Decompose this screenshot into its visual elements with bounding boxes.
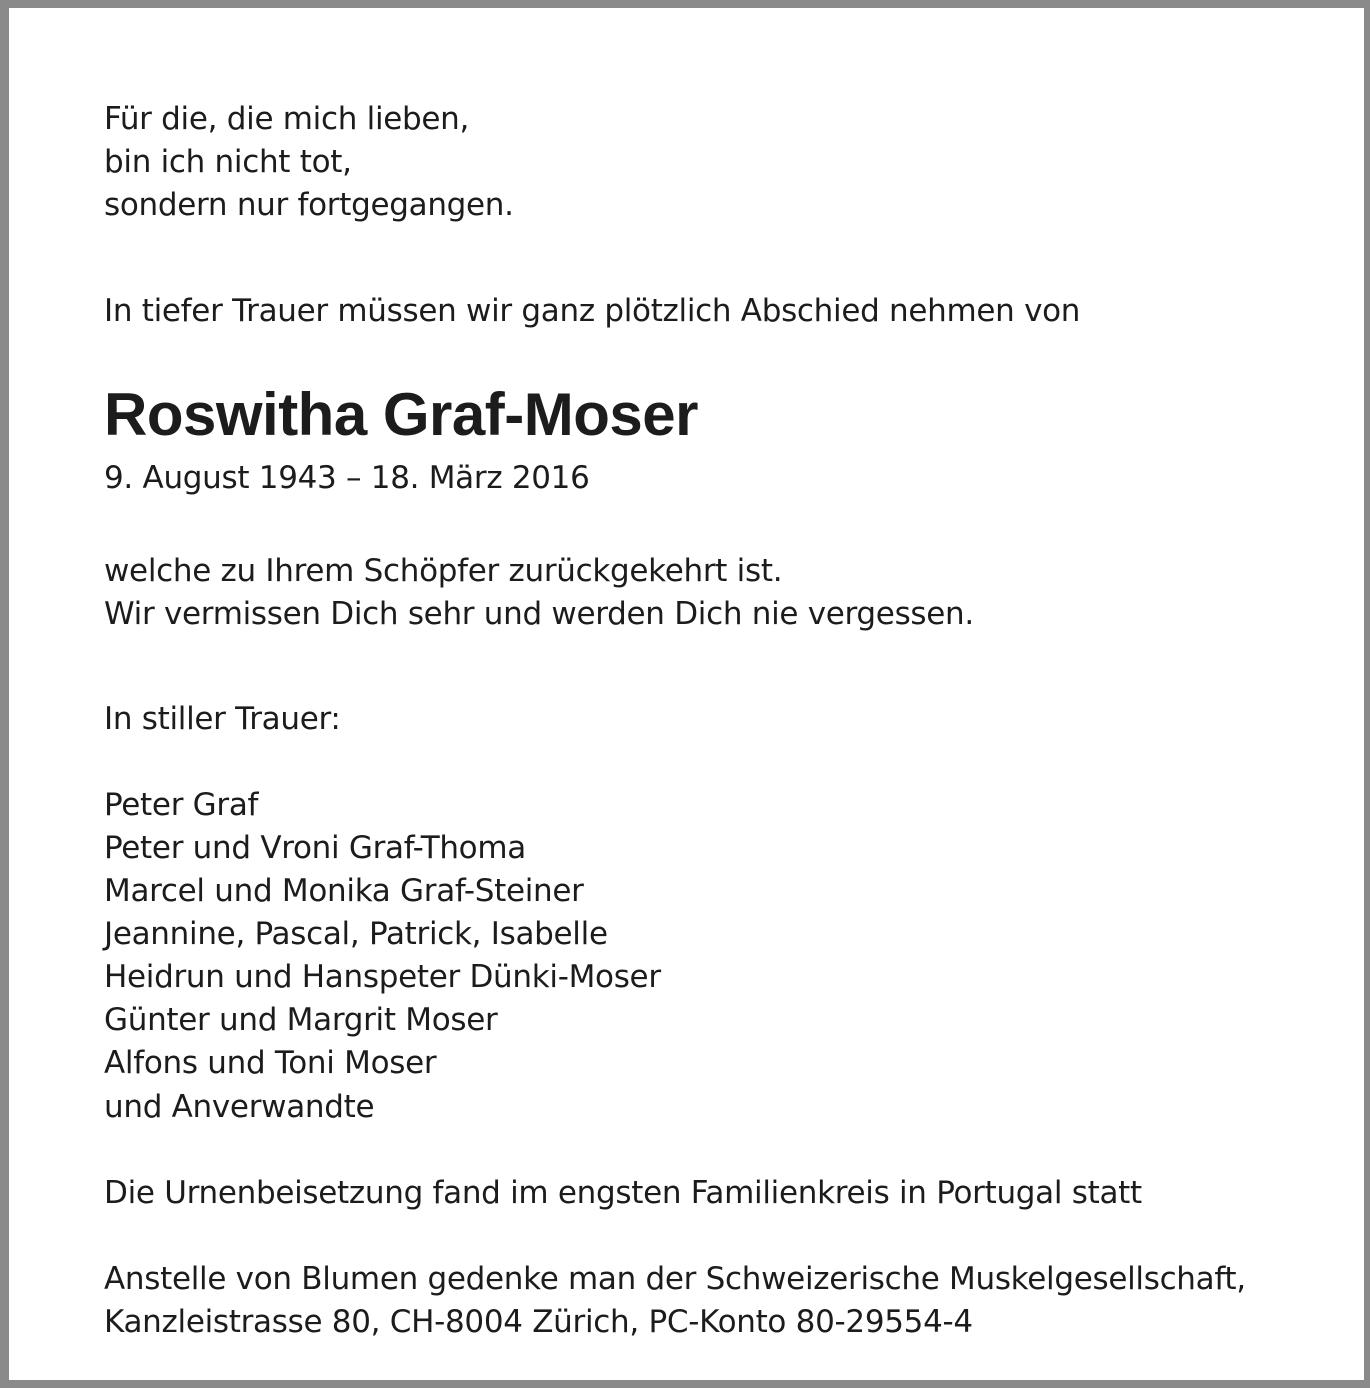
message-line-2: Wir vermissen Dich sehr und werden Dich nie vergessen. bbox=[104, 596, 974, 632]
donation-line-1: Anstelle von Blumen gedenke man der Schweizerische Muskelgesellschaft, bbox=[104, 1261, 1246, 1297]
mourner-2: Peter und Vroni Graf-Thoma bbox=[104, 830, 526, 866]
poem-line-1: Für die, die mich lieben, bbox=[104, 101, 470, 137]
message-line-1: welche zu Ihrem Schöpfer zurückgekehrt ist. bbox=[104, 553, 783, 589]
donation-line-2: Kanzleistrasse 80, CH-8004 Zürich, PC-Konto 80-29554-4 bbox=[104, 1304, 973, 1340]
mourner-4: Jeannine, Pascal, Patrick, Isabelle bbox=[104, 916, 608, 952]
mourners-heading: In stiller Trauer: bbox=[104, 701, 341, 737]
mourner-8: und Anverwandte bbox=[104, 1089, 375, 1125]
intro-text: In tiefer Trauer müssen wir ganz plötzlich Abschied nehmen von bbox=[104, 293, 1081, 329]
mourner-3: Marcel und Monika Graf-Steiner bbox=[104, 873, 584, 909]
burial-note: Die Urnenbeisetzung fand im engsten Familienkreis in Portugal statt bbox=[104, 1175, 1142, 1211]
poem-line-3: sondern nur fortgegangen. bbox=[104, 187, 514, 223]
poem-line-2: bin ich nicht tot, bbox=[104, 144, 352, 180]
mourner-7: Alfons und Toni Moser bbox=[104, 1045, 437, 1081]
mourner-6: Günter und Margrit Moser bbox=[104, 1002, 498, 1038]
mourner-1: Peter Graf bbox=[104, 787, 259, 823]
deceased-name: Roswitha Graf-Moser bbox=[104, 381, 698, 448]
mourner-5: Heidrun und Hanspeter Dünki-Moser bbox=[104, 959, 661, 995]
deceased-dates: 9. August 1943 – 18. März 2016 bbox=[104, 460, 590, 496]
